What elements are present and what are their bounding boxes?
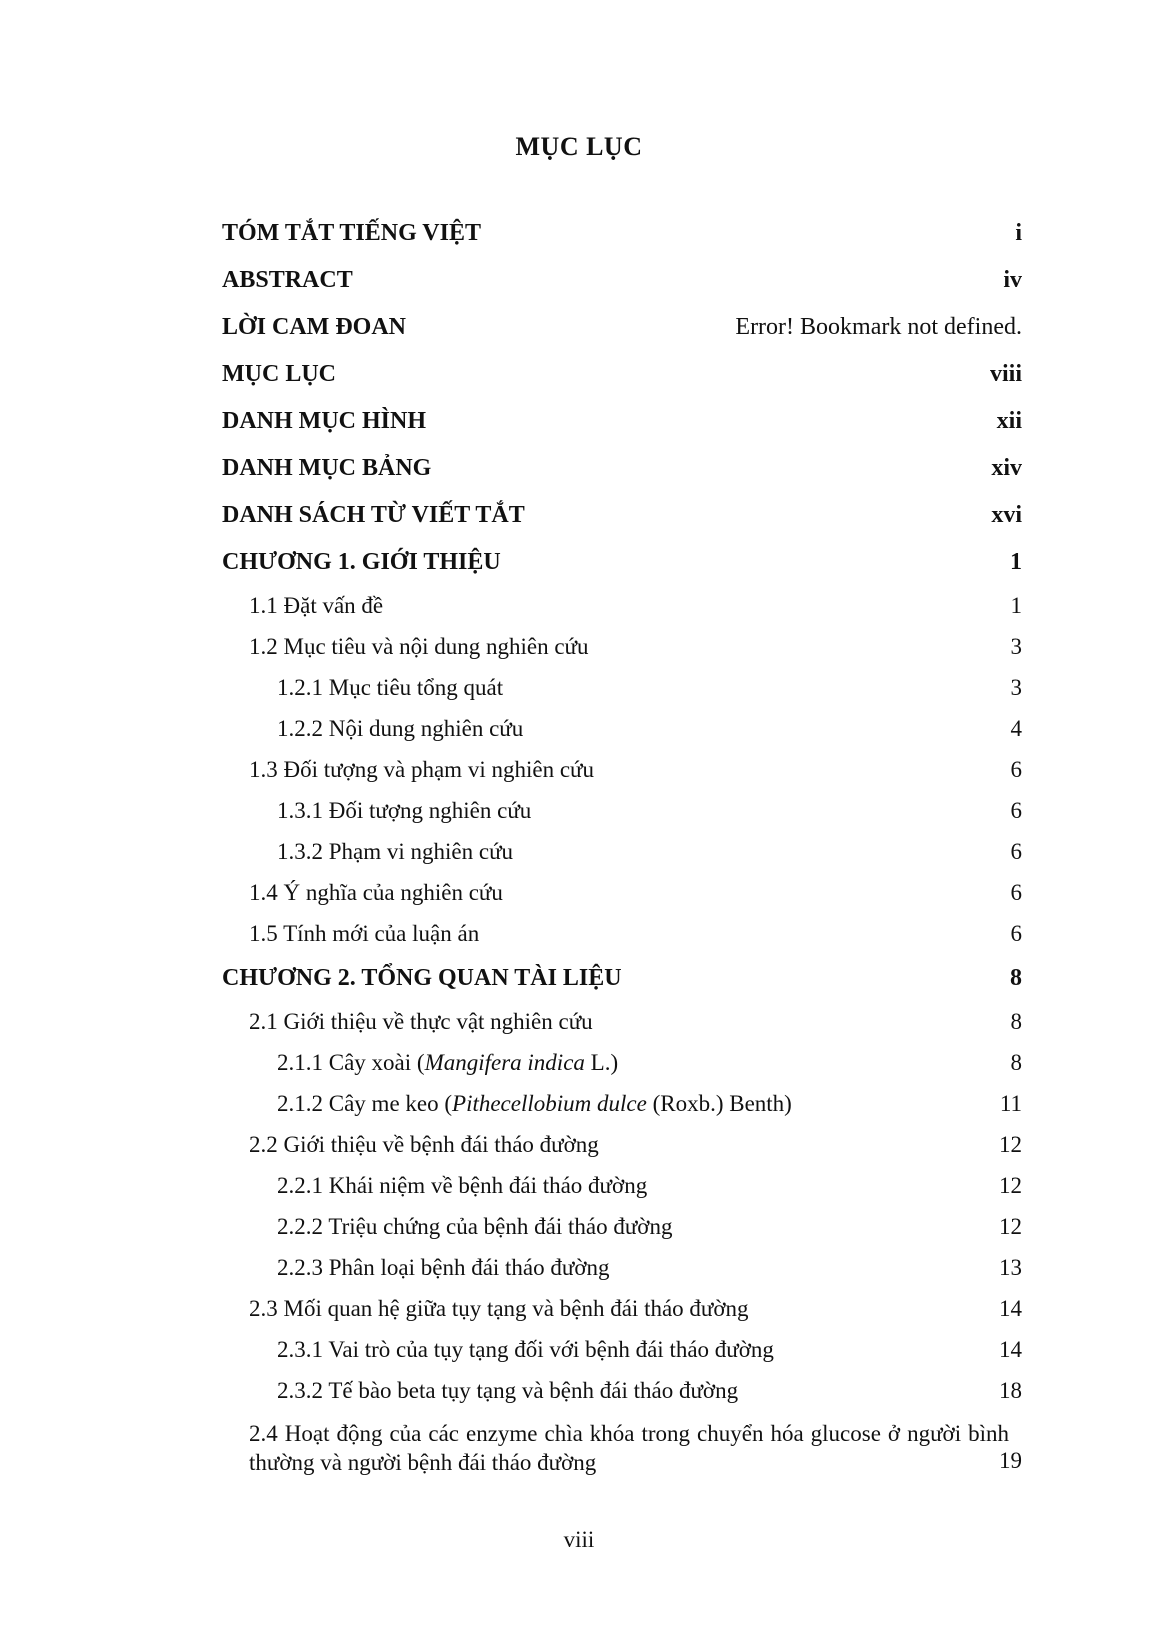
- toc-entry: [222, 1043, 1022, 1084]
- toc-entry-page: 8: [1010, 1009, 1022, 1034]
- toc-entry-page: 6: [1010, 839, 1022, 864]
- toc-entry-page: 14: [999, 1296, 1022, 1321]
- toc-entry-label: 1.3 Đối tượng và phạm vi nghiên cứu: [249, 757, 594, 782]
- toc-entry-label: [277, 1091, 792, 1117]
- toc-entry: [222, 627, 1022, 668]
- toc-entry-page: xii: [996, 408, 1022, 434]
- toc-entry-label: TÓM TẮT TIẾNG VIỆT: [222, 220, 481, 246]
- toc-entry-page: 4: [1010, 716, 1022, 741]
- toc-entry-label: 2.4 Hoạt động của các enzyme chìa khóa trong chuyển hóa glucose ở người bình thường và người bệnh đái tháo đường: [249, 1421, 1009, 1475]
- toc-entry-page: 6: [1010, 757, 1022, 782]
- page-title: MỤC LỤC: [515, 132, 643, 161]
- toc-entry-label: 1.3.1 Đối tượng nghiên cứu: [277, 798, 532, 823]
- table-of-contents: [222, 210, 1022, 1474]
- toc-entry-label: 1.4 Ý nghĩa của nghiên cứu: [249, 880, 503, 905]
- toc-entry: [222, 873, 1022, 914]
- toc-entry-label: 2.3 Mối quan hệ giữa tụy tạng và bệnh đái tháo đường: [249, 1296, 749, 1321]
- species-name: Mangifera indica: [424, 1050, 585, 1075]
- toc-entry-label: DANH MỤC BẢNG: [222, 455, 432, 481]
- toc-entry: [222, 492, 1022, 539]
- page-number: viii: [563, 1527, 595, 1552]
- toc-entry: [222, 445, 1022, 492]
- toc-entry-page: iv: [1003, 267, 1022, 293]
- toc-entry: [222, 832, 1022, 873]
- toc-entry: [222, 1207, 1022, 1248]
- label-text: L.): [584, 1050, 619, 1075]
- toc-entry-page: 8: [1010, 965, 1022, 991]
- toc-entry: [222, 1084, 1022, 1125]
- toc-entry-page: xiv: [991, 455, 1022, 481]
- toc-entry-label: DANH SÁCH TỪ VIẾT TẮT: [222, 502, 525, 528]
- toc-entry: [222, 955, 1022, 1002]
- toc-entry: [222, 668, 1022, 709]
- toc-entry-page: 6: [1010, 921, 1022, 946]
- toc-entry: [222, 351, 1022, 398]
- toc-entry: [222, 257, 1022, 304]
- toc-entry: [222, 1412, 1022, 1474]
- toc-entry: [222, 210, 1022, 257]
- toc-entry-page: viii: [989, 361, 1022, 387]
- toc-entry-page: 19: [999, 1448, 1022, 1473]
- toc-entry: [222, 398, 1022, 445]
- toc-entry-label: 2.2.2 Triệu chứng của bệnh đái tháo đường: [277, 1214, 673, 1239]
- toc-entry-page: 12: [999, 1132, 1022, 1157]
- toc-entry: [222, 1166, 1022, 1207]
- label-text: 2.1.2 Cây me keo (: [277, 1091, 453, 1116]
- toc-entry-label: MỤC LỤC: [222, 361, 336, 387]
- toc-entry: [222, 1289, 1022, 1330]
- toc-entry: [222, 1248, 1022, 1289]
- toc-entry-label: 2.2.1 Khái niệm về bệnh đái tháo đường: [277, 1173, 648, 1198]
- toc-entry: [222, 791, 1022, 832]
- toc-entry-page: 1: [1010, 549, 1022, 575]
- toc-entry-label: 2.2 Giới thiệu về bệnh đái tháo đường: [249, 1132, 599, 1157]
- toc-entry-page: 6: [1010, 880, 1022, 905]
- toc-entry-label: 2.3.2 Tế bào beta tụy tạng và bệnh đái tháo đường: [277, 1378, 739, 1403]
- toc-entry: [222, 709, 1022, 750]
- toc-entry-label: CHƯƠNG 1. GIỚI THIỆU: [222, 549, 501, 575]
- toc-entry: [222, 1371, 1022, 1412]
- toc-entry-page: 12: [999, 1173, 1022, 1198]
- label-text: 2.1.1 Cây xoài (: [277, 1050, 425, 1075]
- toc-entry-page: xvi: [991, 502, 1022, 528]
- toc-entry: [222, 750, 1022, 791]
- toc-entry-page: 8: [1010, 1050, 1022, 1075]
- toc-entry-page: 3: [1010, 634, 1022, 659]
- toc-entry-label: 2.2.3 Phân loại bệnh đái tháo đường: [277, 1255, 610, 1280]
- toc-entry-label: ABSTRACT: [222, 267, 353, 293]
- toc-entry: [222, 1125, 1022, 1166]
- toc-entry-label: [277, 1050, 618, 1076]
- toc-entry-page: 11: [999, 1091, 1022, 1116]
- toc-entry-page: 3: [1010, 675, 1022, 700]
- toc-entry: [222, 586, 1022, 627]
- toc-entry-label: 1.2.1 Mục tiêu tổng quát: [277, 675, 504, 700]
- toc-entry-label: CHƯƠNG 2. TỔNG QUAN TÀI LIỆU: [222, 965, 622, 991]
- toc-entry-page: 13: [999, 1255, 1022, 1280]
- label-text: (Roxb.) Benth): [646, 1091, 792, 1116]
- toc-entry-label: 2.3.1 Vai trò của tụy tạng đối với bệnh đái tháo đường: [277, 1337, 774, 1362]
- toc-entry-label: LỜI CAM ĐOAN: [222, 314, 406, 340]
- toc-entry-page: 18: [999, 1378, 1022, 1403]
- toc-entry-page: 6: [1010, 798, 1022, 823]
- toc-entry-label: DANH MỤC HÌNH: [222, 408, 426, 434]
- toc-entry-page: 12: [999, 1214, 1022, 1239]
- toc-entry-page: i: [1015, 220, 1022, 246]
- toc-entry: [222, 304, 1022, 351]
- toc-entry-page: 14: [999, 1337, 1022, 1362]
- toc-entry: [222, 539, 1022, 586]
- toc-entry: [222, 1330, 1022, 1371]
- toc-entry-page: 1: [1010, 593, 1022, 618]
- toc-entry-label: 1.3.2 Phạm vi nghiên cứu: [277, 839, 514, 864]
- toc-entry-label: 2.1 Giới thiệu về thực vật nghiên cứu: [249, 1009, 593, 1034]
- toc-entry-label: 1.2.2 Nội dung nghiên cứu: [277, 716, 524, 741]
- toc-entry-label: 1.5 Tính mới của luận án: [249, 921, 480, 946]
- toc-entry: [222, 1002, 1022, 1043]
- toc-entry: [222, 914, 1022, 955]
- toc-entry-label: 1.1 Đặt vấn đề: [249, 593, 384, 618]
- toc-entry-page: Error! Bookmark not defined.: [735, 314, 1022, 340]
- toc-entry-label: 1.2 Mục tiêu và nội dung nghiên cứu: [249, 634, 589, 659]
- species-name: Pithecellobium dulce: [452, 1091, 647, 1116]
